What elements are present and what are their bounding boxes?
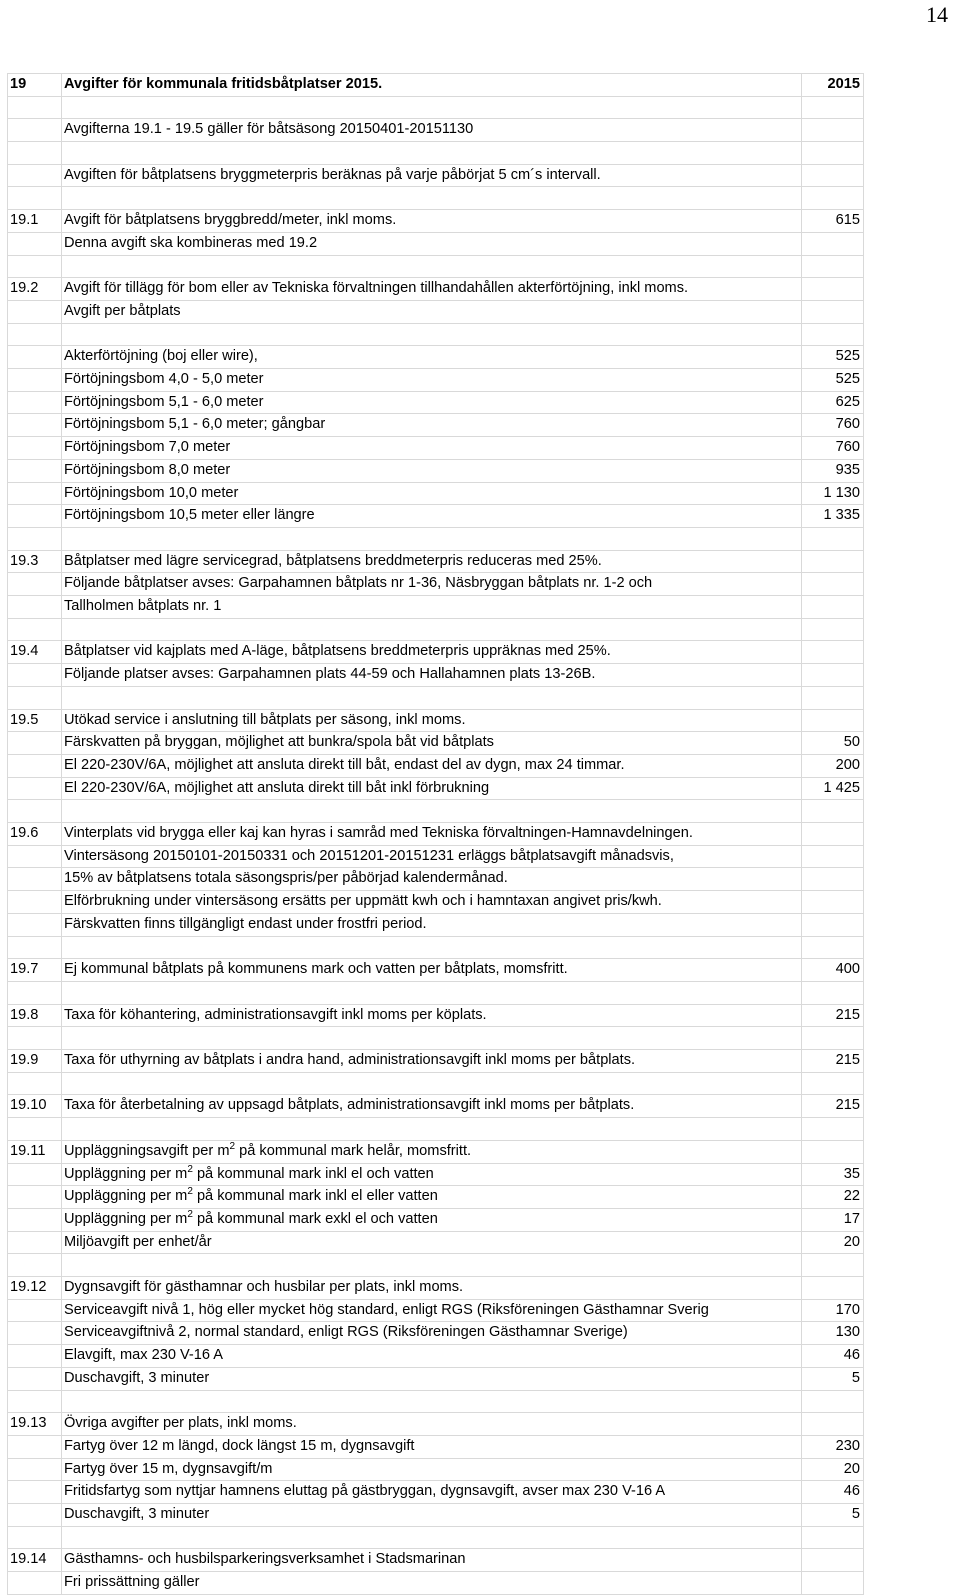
row-number: 19.14 — [8, 1549, 62, 1572]
table-row — [8, 164, 864, 187]
row-description: Avgiften för båtplatsens bryggmeterpris beräknas på varje påbörjat 5 cm´s intervall. — [62, 164, 802, 187]
superscript: 2 — [229, 1140, 236, 1152]
row-description — [62, 1163, 802, 1186]
row-number: 19.13 — [8, 1413, 62, 1436]
table-row — [8, 1435, 864, 1458]
row-description: Duschavgift, 3 minuter — [62, 1504, 802, 1527]
row-amount — [802, 868, 864, 891]
row-amount: 20 — [802, 1231, 864, 1254]
table-row — [8, 278, 864, 301]
row-description: Gästhamns- och husbilsparkeringsverksamhet i Stadsmarinan — [62, 1549, 802, 1572]
table-row — [8, 1208, 864, 1231]
table-row — [8, 1367, 864, 1390]
row-number: 19.1 — [8, 210, 62, 233]
row-description: Fritidsfartyg som nyttjar hamnens eluttag på gästbryggan, dygnsavgift, avser max 230 V-16 A — [62, 1481, 802, 1504]
row-amount — [802, 96, 864, 119]
row-description: Avgift för båtplatsens bryggbredd/meter, inkl moms. — [62, 210, 802, 233]
table-row — [8, 936, 864, 959]
row-description: Avgift per båtplats — [62, 300, 802, 323]
superscript: 2 — [187, 1163, 193, 1175]
row-amount: 46 — [802, 1345, 864, 1368]
fee-table — [7, 73, 864, 1595]
row-description: Följande båtplatser avses: Garpahamnen båtplats nr 1-36, Näsbryggan båtplats nr. 1-2 och — [62, 573, 802, 596]
row-amount — [802, 1072, 864, 1095]
row-description: Taxa för uthyrning av båtplats i andra hand, administrationsavgift inkl moms per båtplats. — [62, 1050, 802, 1073]
table-row — [8, 527, 864, 550]
row-number — [8, 1027, 62, 1050]
row-description: Övriga avgifter per plats, inkl moms. — [62, 1413, 802, 1436]
row-number — [8, 1526, 62, 1549]
row-number — [8, 1458, 62, 1481]
table-row — [8, 142, 864, 165]
row-description: Taxa för återbetalning av uppsagd båtplats, administrationsavgift inkl moms per båtplats. — [62, 1095, 802, 1118]
row-number — [8, 369, 62, 392]
row-number: 19 — [8, 74, 62, 97]
row-amount — [802, 686, 864, 709]
row-number — [8, 1231, 62, 1254]
row-description: Utökad service i anslutning till båtplats per säsong, inkl moms. — [62, 709, 802, 732]
description-part: Uppläggning per m — [64, 1165, 188, 1182]
row-number — [8, 777, 62, 800]
table-row — [8, 96, 864, 119]
row-number — [8, 686, 62, 709]
row-amount — [802, 981, 864, 1004]
row-description: Elförbrukning under vintersäsong ersätts per uppmätt kwh och i hamntaxan angivet pris/kwh. — [62, 891, 802, 914]
row-amount — [802, 1526, 864, 1549]
table-row — [8, 1322, 864, 1345]
description-part: Uppläggning per m — [64, 1210, 188, 1227]
row-number — [8, 1481, 62, 1504]
row-number — [8, 164, 62, 187]
row-amount: 35 — [802, 1163, 864, 1186]
description-part: på kommunal mark helår, momsfritt. — [235, 1142, 472, 1159]
row-description: Fartyg över 12 m längd, dock längst 15 m, dygnsavgift — [62, 1435, 802, 1458]
row-number — [8, 1504, 62, 1527]
table-row — [8, 732, 864, 755]
table-row — [8, 1481, 864, 1504]
row-number: 19.12 — [8, 1277, 62, 1300]
row-description: Båtplatser med lägre servicegrad, båtplatsens breddmeterpris reduceras med 25%. — [62, 550, 802, 573]
row-description: Ej kommunal båtplats på kommunens mark och vatten per båtplats, momsfritt. — [62, 959, 802, 982]
table-row — [8, 1413, 864, 1436]
row-number — [8, 1435, 62, 1458]
row-amount: 46 — [802, 1481, 864, 1504]
row-description: Avgifter för kommunala fritidsbåtplatser 2015. — [62, 74, 802, 97]
superscript: 2 — [187, 1208, 193, 1220]
row-number — [8, 891, 62, 914]
row-amount — [802, 800, 864, 823]
row-amount — [802, 300, 864, 323]
table-row — [8, 323, 864, 346]
row-amount — [802, 142, 864, 165]
table-row — [8, 1299, 864, 1322]
row-amount — [802, 119, 864, 142]
row-number — [8, 1299, 62, 1322]
row-amount: 230 — [802, 1435, 864, 1458]
row-amount — [802, 845, 864, 868]
description-part: Uppläggning per m — [64, 1188, 188, 1205]
table-row — [8, 709, 864, 732]
row-amount: 50 — [802, 732, 864, 755]
table-row — [8, 505, 864, 528]
row-description: Förtöjningsbom 10,5 meter eller längre — [62, 505, 802, 528]
row-amount — [802, 278, 864, 301]
row-number — [8, 664, 62, 687]
row-description — [62, 527, 802, 550]
row-amount — [802, 1413, 864, 1436]
table-row — [8, 868, 864, 891]
table-row — [8, 550, 864, 573]
table-row — [8, 1277, 864, 1300]
row-description — [62, 1027, 802, 1050]
row-number — [8, 255, 62, 278]
table-row — [8, 437, 864, 460]
row-description: Avgifterna 19.1 - 19.5 gäller för båtsäsong 20150401-20151130 — [62, 119, 802, 142]
row-description: Miljöavgift per enhet/år — [62, 1231, 802, 1254]
table-row — [8, 1050, 864, 1073]
table-row — [8, 391, 864, 414]
row-number — [8, 1072, 62, 1095]
table-row — [8, 232, 864, 255]
row-description: Följande platser avses: Garpahamnen plats 44-59 och Hallahamnen plats 13-26B. — [62, 664, 802, 687]
row-number — [8, 618, 62, 641]
table-row — [8, 641, 864, 664]
row-amount: 1 425 — [802, 777, 864, 800]
row-amount — [802, 823, 864, 846]
table-row — [8, 1004, 864, 1027]
row-number — [8, 1367, 62, 1390]
row-amount: 20 — [802, 1458, 864, 1481]
row-number — [8, 800, 62, 823]
table-row — [8, 1163, 864, 1186]
row-number: 19.2 — [8, 278, 62, 301]
table-row — [8, 1345, 864, 1368]
row-description — [62, 96, 802, 119]
row-number — [8, 981, 62, 1004]
row-number — [8, 1163, 62, 1186]
row-number — [8, 1186, 62, 1209]
table-row — [8, 255, 864, 278]
row-number — [8, 459, 62, 482]
row-number: 19.6 — [8, 823, 62, 846]
row-number — [8, 868, 62, 891]
table-row — [8, 596, 864, 619]
row-description: Förtöjningsbom 8,0 meter — [62, 459, 802, 482]
row-description: Färskvatten finns tillgängligt endast under frostfri period. — [62, 913, 802, 936]
row-description: Elavgift, max 230 V-16 A — [62, 1345, 802, 1368]
row-description — [62, 800, 802, 823]
row-amount — [802, 1390, 864, 1413]
row-description — [62, 142, 802, 165]
row-amount: 525 — [802, 346, 864, 369]
row-description: Båtplatser vid kajplats med A-läge, båtplatsens breddmeterpris uppräknas med 25%. — [62, 641, 802, 664]
row-amount: 215 — [802, 1050, 864, 1073]
row-description — [62, 1118, 802, 1141]
row-number — [8, 505, 62, 528]
row-number — [8, 1322, 62, 1345]
table-row — [8, 1526, 864, 1549]
row-description — [62, 1254, 802, 1277]
row-number — [8, 1208, 62, 1231]
table-row — [8, 1186, 864, 1209]
row-amount — [802, 323, 864, 346]
row-amount — [802, 1549, 864, 1572]
row-number — [8, 187, 62, 210]
row-description: Förtöjningsbom 7,0 meter — [62, 437, 802, 460]
row-description — [62, 686, 802, 709]
row-number: 19.8 — [8, 1004, 62, 1027]
row-amount: 2015 — [802, 74, 864, 97]
row-amount: 130 — [802, 1322, 864, 1345]
row-number — [8, 596, 62, 619]
table-row — [8, 482, 864, 505]
row-description: Färskvatten på bryggan, möjlighet att bunkra/spola båt vid båtplats — [62, 732, 802, 755]
table-row — [8, 800, 864, 823]
row-number — [8, 732, 62, 755]
table-row — [8, 913, 864, 936]
description-part: på kommunal mark inkl el och vatten — [192, 1165, 434, 1182]
row-amount: 935 — [802, 459, 864, 482]
page-number: 14 — [926, 2, 948, 27]
row-description: Serviceavgiftnivå 2, normal standard, enligt RGS (Riksföreningen Gästhamnar Sverige) — [62, 1322, 802, 1345]
row-amount — [802, 255, 864, 278]
row-description: El 220-230V/6A, möjlighet att ansluta direkt till båt inkl förbrukning — [62, 777, 802, 800]
row-description — [62, 1140, 802, 1163]
row-amount: 760 — [802, 414, 864, 437]
row-description: Vinterplats vid brygga eller kaj kan hyras i samråd med Tekniska förvaltningen-Hamnavdelningen. — [62, 823, 802, 846]
row-number — [8, 346, 62, 369]
row-number — [8, 414, 62, 437]
row-description: Fri prissättning gäller — [62, 1572, 802, 1595]
row-description: 15% av båtplatsens totala säsongspris/per påbörjad kalendermånad. — [62, 868, 802, 891]
table-row — [8, 686, 864, 709]
table-row — [8, 1118, 864, 1141]
table-row — [8, 1549, 864, 1572]
row-number — [8, 323, 62, 346]
row-description — [62, 936, 802, 959]
table-row — [8, 959, 864, 982]
row-amount — [802, 527, 864, 550]
row-number — [8, 142, 62, 165]
table-row — [8, 823, 864, 846]
row-description: Fartyg över 15 m, dygnsavgift/m — [62, 1458, 802, 1481]
row-amount: 17 — [802, 1208, 864, 1231]
row-amount — [802, 936, 864, 959]
row-amount — [802, 618, 864, 641]
table-row — [8, 573, 864, 596]
row-description — [62, 187, 802, 210]
row-description: Vintersäsong 20150101-20150331 och 20151201-20151231 erläggs båtplatsavgift månadsvis, — [62, 845, 802, 868]
table-row — [8, 187, 864, 210]
row-amount — [802, 1277, 864, 1300]
row-number: 19.5 — [8, 709, 62, 732]
table-row — [8, 754, 864, 777]
row-amount: 5 — [802, 1367, 864, 1390]
row-number: 19.9 — [8, 1050, 62, 1073]
row-number: 19.10 — [8, 1095, 62, 1118]
row-number — [8, 1254, 62, 1277]
table-row — [8, 210, 864, 233]
row-description — [62, 1390, 802, 1413]
row-number: 19.3 — [8, 550, 62, 573]
row-description — [62, 1526, 802, 1549]
row-number — [8, 913, 62, 936]
row-amount — [802, 232, 864, 255]
row-number — [8, 300, 62, 323]
row-amount — [802, 1572, 864, 1595]
row-description: Denna avgift ska kombineras med 19.2 — [62, 232, 802, 255]
row-description — [62, 323, 802, 346]
row-description — [62, 255, 802, 278]
table-row — [8, 618, 864, 641]
row-amount — [802, 550, 864, 573]
table-row — [8, 777, 864, 800]
table-row — [8, 981, 864, 1004]
table-row — [8, 1095, 864, 1118]
table-row — [8, 346, 864, 369]
row-amount: 760 — [802, 437, 864, 460]
row-amount — [802, 1027, 864, 1050]
row-number — [8, 437, 62, 460]
row-description: Förtöjningsbom 10,0 meter — [62, 482, 802, 505]
table-row — [8, 664, 864, 687]
table-row — [8, 119, 864, 142]
superscript: 2 — [187, 1186, 193, 1198]
row-number — [8, 754, 62, 777]
row-description — [62, 1072, 802, 1095]
row-number — [8, 527, 62, 550]
row-number — [8, 845, 62, 868]
row-amount — [802, 187, 864, 210]
row-number — [8, 482, 62, 505]
row-amount: 1 335 — [802, 505, 864, 528]
row-number — [8, 391, 62, 414]
table-row — [8, 300, 864, 323]
row-description — [62, 618, 802, 641]
row-number: 19.7 — [8, 959, 62, 982]
row-amount — [802, 1254, 864, 1277]
row-amount: 1 130 — [802, 482, 864, 505]
row-description: Akterförtöjning (boj eller wire), — [62, 346, 802, 369]
row-number — [8, 1572, 62, 1595]
table-row — [8, 1458, 864, 1481]
row-description: Förtöjningsbom 4,0 - 5,0 meter — [62, 369, 802, 392]
description-part: Uppläggningsavgift per m — [64, 1142, 230, 1159]
table-row — [8, 1254, 864, 1277]
row-amount — [802, 164, 864, 187]
row-description: Duschavgift, 3 minuter — [62, 1367, 802, 1390]
table-row — [8, 1504, 864, 1527]
row-description — [62, 1186, 802, 1209]
row-number — [8, 1118, 62, 1141]
row-number — [8, 573, 62, 596]
table-row — [8, 1072, 864, 1095]
row-amount: 215 — [802, 1095, 864, 1118]
row-number — [8, 1390, 62, 1413]
row-amount — [802, 641, 864, 664]
table-row — [8, 459, 864, 482]
row-description: Förtöjningsbom 5,1 - 6,0 meter; gångbar — [62, 414, 802, 437]
row-description: Tallholmen båtplats nr. 1 — [62, 596, 802, 619]
row-description — [62, 1208, 802, 1231]
table-row — [8, 414, 864, 437]
fee-table-body — [8, 74, 864, 1595]
table-row — [8, 845, 864, 868]
row-number — [8, 936, 62, 959]
row-description: Avgift för tillägg för bom eller av Tekniska förvaltningen tillhandahållen akterförtöjning, inkl moms. — [62, 278, 802, 301]
row-number — [8, 1345, 62, 1368]
row-amount: 200 — [802, 754, 864, 777]
table-row — [8, 1390, 864, 1413]
row-amount: 400 — [802, 959, 864, 982]
description-part: på kommunal mark exkl el och vatten — [192, 1210, 438, 1227]
row-number — [8, 119, 62, 142]
row-amount: 5 — [802, 1504, 864, 1527]
table-row — [8, 369, 864, 392]
row-amount: 525 — [802, 369, 864, 392]
row-description: Taxa för köhantering, administrationsavgift inkl moms per köplats. — [62, 1004, 802, 1027]
row-amount: 22 — [802, 1186, 864, 1209]
row-description: Dygnsavgift för gästhamnar och husbilar per plats, inkl moms. — [62, 1277, 802, 1300]
table-row — [8, 1231, 864, 1254]
row-amount: 625 — [802, 391, 864, 414]
table-row — [8, 74, 864, 97]
row-description — [62, 981, 802, 1004]
row-amount — [802, 709, 864, 732]
table-row — [8, 1140, 864, 1163]
description-part: på kommunal mark inkl el eller vatten — [192, 1188, 438, 1205]
row-number: 19.4 — [8, 641, 62, 664]
row-amount — [802, 1140, 864, 1163]
row-amount: 215 — [802, 1004, 864, 1027]
row-description: Förtöjningsbom 5,1 - 6,0 meter — [62, 391, 802, 414]
table-row — [8, 1027, 864, 1050]
row-number — [8, 232, 62, 255]
row-amount — [802, 596, 864, 619]
row-amount: 170 — [802, 1299, 864, 1322]
row-number — [8, 96, 62, 119]
row-amount — [802, 664, 864, 687]
row-amount: 615 — [802, 210, 864, 233]
row-description: El 220-230V/6A, möjlighet att ansluta direkt till båt, endast del av dygn, max 24 timmar. — [62, 754, 802, 777]
row-description: Serviceavgift nivå 1, hög eller mycket hög standard, enligt RGS (Riksföreningen Gästhamnar Sverig — [62, 1299, 802, 1322]
row-amount — [802, 891, 864, 914]
row-amount — [802, 573, 864, 596]
table-row — [8, 891, 864, 914]
row-amount — [802, 1118, 864, 1141]
row-number: 19.11 — [8, 1140, 62, 1163]
row-amount — [802, 913, 864, 936]
table-row — [8, 1572, 864, 1595]
